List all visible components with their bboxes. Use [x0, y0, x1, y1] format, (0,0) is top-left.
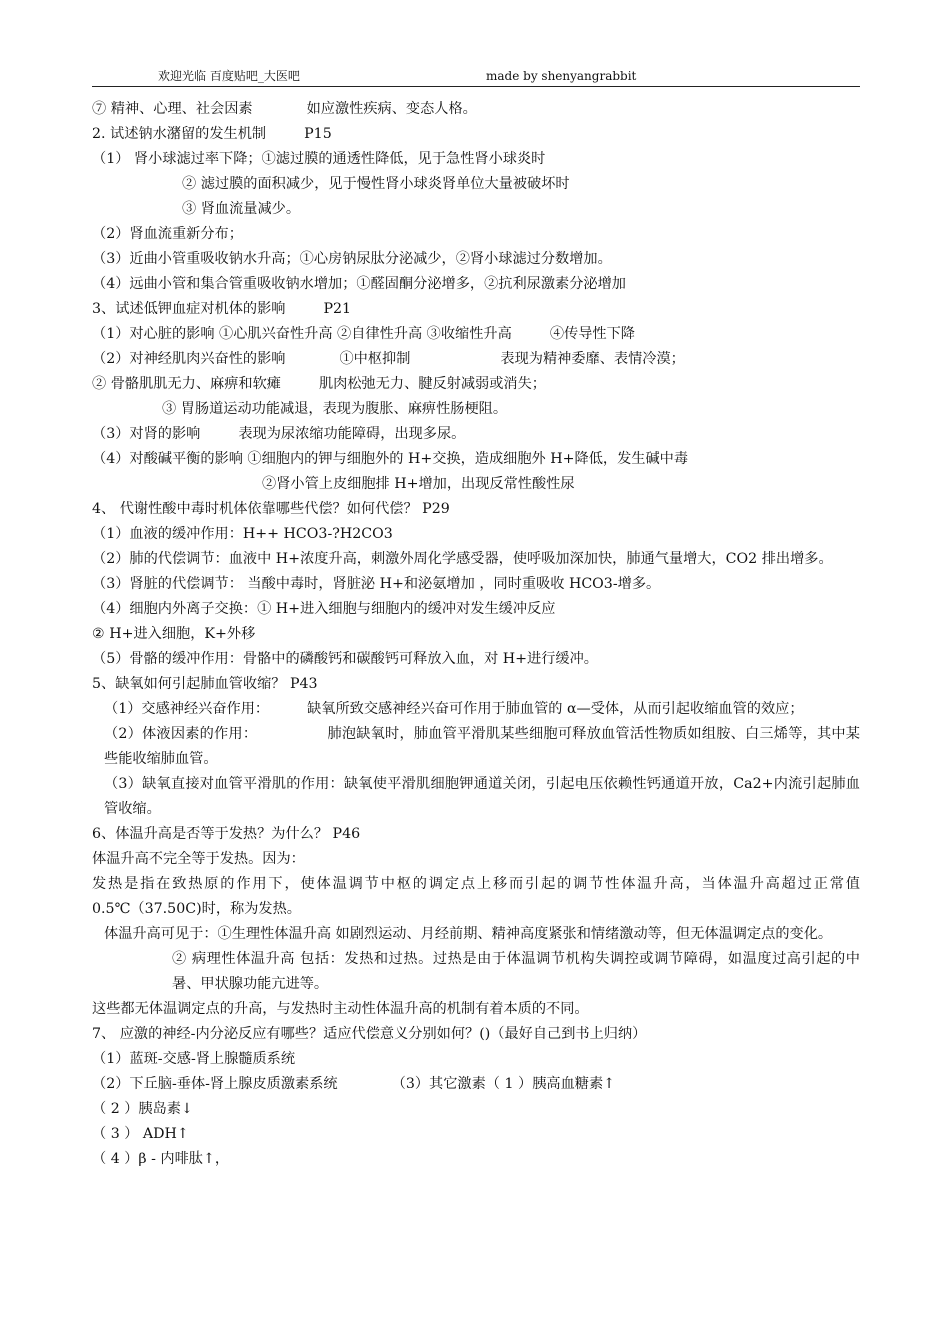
question-5-heading: 5、缺氧如何引起肺血管收缩？ P43 — [92, 676, 318, 692]
text-line: ③ 胃肠道运动功能减退，表现为腹胀、麻痹性肠梗阻。 — [162, 401, 508, 417]
text-line: （1）交感神经兴奋作用： 缺氧所致交感神经兴奋可作用于肺血管的 α—受体，从而引起收缩血管的效应； — [104, 701, 804, 717]
text-line: （2）对神经肌肉兴奋性的影响 ①中枢抑制 表现为精神委靡、表情冷漠； — [92, 351, 685, 367]
text-line: ⑦ 精神、心理、社会因素 如应激性疾病、变态人格。 — [92, 101, 477, 117]
text-line: 体温升高可见于：①生理性体温升高 如剧烈运动、月经前期、精神高度紧张和情绪激动等，但无体温调定点的变化。 — [104, 926, 833, 942]
text-line: （3）肾脏的代偿调节： 当酸中毒时，肾脏泌 H+和泌氨增加 ，同时重吸收 HCO3-增多。 — [92, 576, 661, 592]
text-line: （ 2 ）胰岛素↓ — [92, 1101, 193, 1117]
text-line: （2）下丘脑-垂体-肾上腺皮质激素系统 （3）其它激素（ 1 ）胰高血糖素↑ — [92, 1076, 616, 1092]
text-line: 这些都无体温调定点的升高，与发热时主动性体温升高的机制有着本质的不同。 — [92, 1001, 589, 1017]
text-line: （4）远曲小管和集合管重吸收钠水增加；①醛固酮分泌增多，②抗利尿激素分泌增加 — [92, 276, 626, 292]
text-line: （2）体液因素的作用： 肺泡缺氧时，肺血管平滑肌某些细胞可释放血管活性物质如组胺、白三烯等，其中某些能收缩肺血管。 — [104, 726, 860, 767]
text-line: （1） 肾小球滤过率下降；①滤过膜的通透性降低，见于急性肾小球炎时 — [92, 151, 546, 167]
text-line: （3）近曲小管重吸收钠水升高；①心房钠尿肽分泌减少，②肾小球滤过分数增加。 — [92, 251, 612, 267]
text-line: （4）细胞内外离子交换：① H+进入细胞与细胞内的缓冲对发生缓冲反应 — [92, 601, 556, 617]
text-line: （4）对酸碱平衡的影响 ①细胞内的钾与细胞外的 H+交换，造成细胞外 H+降低，发生碱中毒 — [92, 451, 689, 467]
question-2-heading: 2. 试述钠水潴留的发生机制 P15 — [92, 126, 332, 142]
text-line: ② 滤过膜的面积减少，见于慢性肾小球炎肾单位大量被破坏时 — [182, 176, 570, 192]
text-line: （ 3 ） ADH↑ — [92, 1126, 189, 1142]
text-line: 发热是指在致热原的作用下，使体温调节中枢的调定点上移而引起的调节性体温升高，当体温升高超过正常值 0.5℃（37.50C)时，称为发热。 — [92, 876, 860, 917]
text-line: （3）缺氧直接对血管平滑肌的作用：缺氧使平滑肌细胞钾通道关闭，引起电压依赖性钙通道开放，Ca2+内流引起肺血管收缩。 — [104, 776, 860, 817]
question-7-heading: 7、 应激的神经-内分泌反应有哪些？适应代偿意义分别如何？()（最好自己到书上归纳） — [92, 1026, 647, 1042]
page-header — [92, 66, 860, 87]
header-left-text: 欢迎光临 百度贴吧_大医吧 — [158, 69, 300, 83]
text-line: ② H+进入细胞，K+外移 — [92, 626, 256, 642]
text-line: （2）肺的代偿调节：血液中 H+浓度升高，刺激外周化学感受器，使呼吸加深加快，肺通气量增大，CO2 排出增多。 — [92, 551, 833, 567]
text-line: （1）蓝斑-交感-肾上腺髓质系统 — [92, 1051, 296, 1067]
text-line: （1）对心脏的影响 ①心肌兴奋性升高 ②自律性升高 ③收缩性升高 ④传导性下降 — [92, 326, 635, 342]
text-line: （1）血液的缓冲作用：H++ HCO3-?H2CO3 — [92, 526, 393, 542]
text-line: ③ 肾血流量减少。 — [182, 201, 301, 217]
text-line: （ 4 ）β - 内啡肽↑， — [92, 1151, 230, 1167]
text-line: （3）对肾的影响 表现为尿浓缩功能障碍，出现多尿。 — [92, 426, 466, 442]
header-right-text: made by shenyangrabbit — [486, 69, 637, 83]
text-line: （5）骨骼的缓冲作用：骨骼中的磷酸钙和碳酸钙可释放入血，对 H+进行缓冲。 — [92, 651, 598, 667]
question-6-heading: 6、体温升高是否等于发热？为什么？ P46 — [92, 826, 361, 842]
document-body — [92, 97, 860, 1172]
text-line: 体温升高不完全等于发热。因为： — [92, 851, 305, 867]
question-3-heading: 3、试述低钾血症对机体的影响 P21 — [92, 301, 352, 317]
text-line: ② 病理性体温升高 包括：发热和过热。过热是由于体温调节机构失调控或调节障碍，如温度过高引起的中暑、甲状腺功能亢进等。 — [172, 951, 860, 992]
text-line: ②肾小管上皮细胞排 H+增加，出现反常性酸性尿 — [262, 476, 575, 492]
text-line: （2）肾血流重新分布； — [92, 226, 243, 242]
text-line: ② 骨骼肌肌无力、麻痹和软瘫 肌肉松弛无力、腱反射减弱或消失； — [92, 376, 546, 392]
question-4-heading: 4、 代谢性酸中毒时机体依靠哪些代偿？如何代偿？ P29 — [92, 501, 450, 517]
